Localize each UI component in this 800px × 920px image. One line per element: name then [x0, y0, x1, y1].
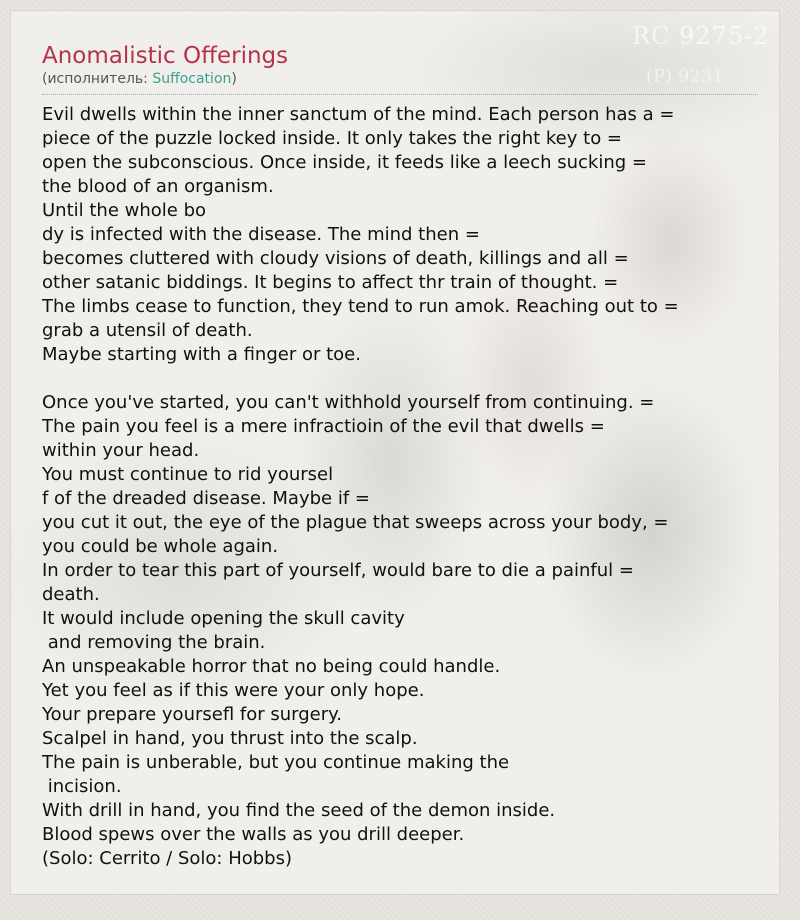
lyric-line: Your prepare yoursefl for surgery.	[42, 704, 342, 725]
lyric-line: becomes cluttered with cloudy visions of death, killings and all =	[42, 248, 629, 269]
lyric-line: The pain is unberable, but you continue making the	[42, 752, 510, 773]
lyric-line: In order to tear this part of yourself, would bare to die a painful =	[42, 560, 634, 581]
lyrics-panel	[42, 42, 762, 871]
lyric-line: incision.	[42, 776, 122, 797]
lyric-line: The limbs cease to function, they tend to run amok. Reaching out to =	[42, 296, 679, 317]
lyric-line: the blood of an organism.	[42, 176, 274, 197]
lyric-line: you could be whole again.	[42, 536, 279, 557]
lyric-line: Maybe starting with a finger or toe.	[42, 344, 361, 365]
lyric-line: grab a utensil of death.	[42, 320, 253, 341]
lyric-line	[42, 367, 762, 391]
lyric-line: It would include opening the skull cavity	[42, 608, 405, 629]
lyric-line: and removing the brain.	[42, 632, 266, 653]
lyric-line: An unspeakable horror that no being could handle.	[42, 656, 501, 677]
lyric-line: The pain you feel is a mere infractioin of the evil that dwells =	[42, 416, 605, 437]
lyric-line: Evil dwells within the inner sanctum of the mind. Each person has a =	[42, 104, 675, 125]
lyric-line: dy is infected with the disease. The mind then =	[42, 224, 480, 245]
performer-prefix: (исполнитель:	[42, 71, 153, 87]
performer-suffix: )	[231, 71, 237, 87]
song-title: Anomalistic Offerings	[42, 43, 289, 69]
lyric-line: With drill in hand, you find the seed of the demon inside.	[42, 800, 556, 821]
lyric-line: Blood spews over the walls as you drill deeper.	[42, 824, 465, 845]
lyric-line: You must continue to rid yoursel	[42, 464, 334, 485]
lyric-line: piece of the puzzle locked inside. It only takes the right key to =	[42, 128, 623, 149]
lyric-line: open the subconscious. Once inside, it feeds like a leech sucking =	[42, 152, 647, 173]
catalog-watermark-secondary: (P) 9231	[646, 66, 724, 87]
lyric-line: Once you've started, you can't withhold yourself from continuing. =	[42, 392, 655, 413]
lyric-line: (Solo: Cerrito / Solo: Hobbs)	[42, 848, 293, 869]
lyric-line: f of the dreaded disease. Maybe if =	[42, 488, 370, 509]
lyric-line: death.	[42, 584, 100, 605]
performer-line	[42, 70, 758, 95]
lyric-line: you cut it out, the eye of the plague that sweeps across your body, =	[42, 512, 669, 533]
lyric-line: Yet you feel as if this were your only hope.	[42, 680, 425, 701]
catalog-watermark: RC 9275-2	[632, 22, 770, 50]
lyric-line: Scalpel in hand, you thrust into the scalp.	[42, 728, 418, 749]
lyric-line: within your head.	[42, 440, 200, 461]
lyric-line: Until the whole bo	[42, 200, 207, 221]
performer-link[interactable]: Suffocation	[152, 71, 232, 87]
lyrics-body	[42, 103, 762, 871]
lyric-line: other satanic biddings. It begins to affect thr train of thought. =	[42, 272, 619, 293]
